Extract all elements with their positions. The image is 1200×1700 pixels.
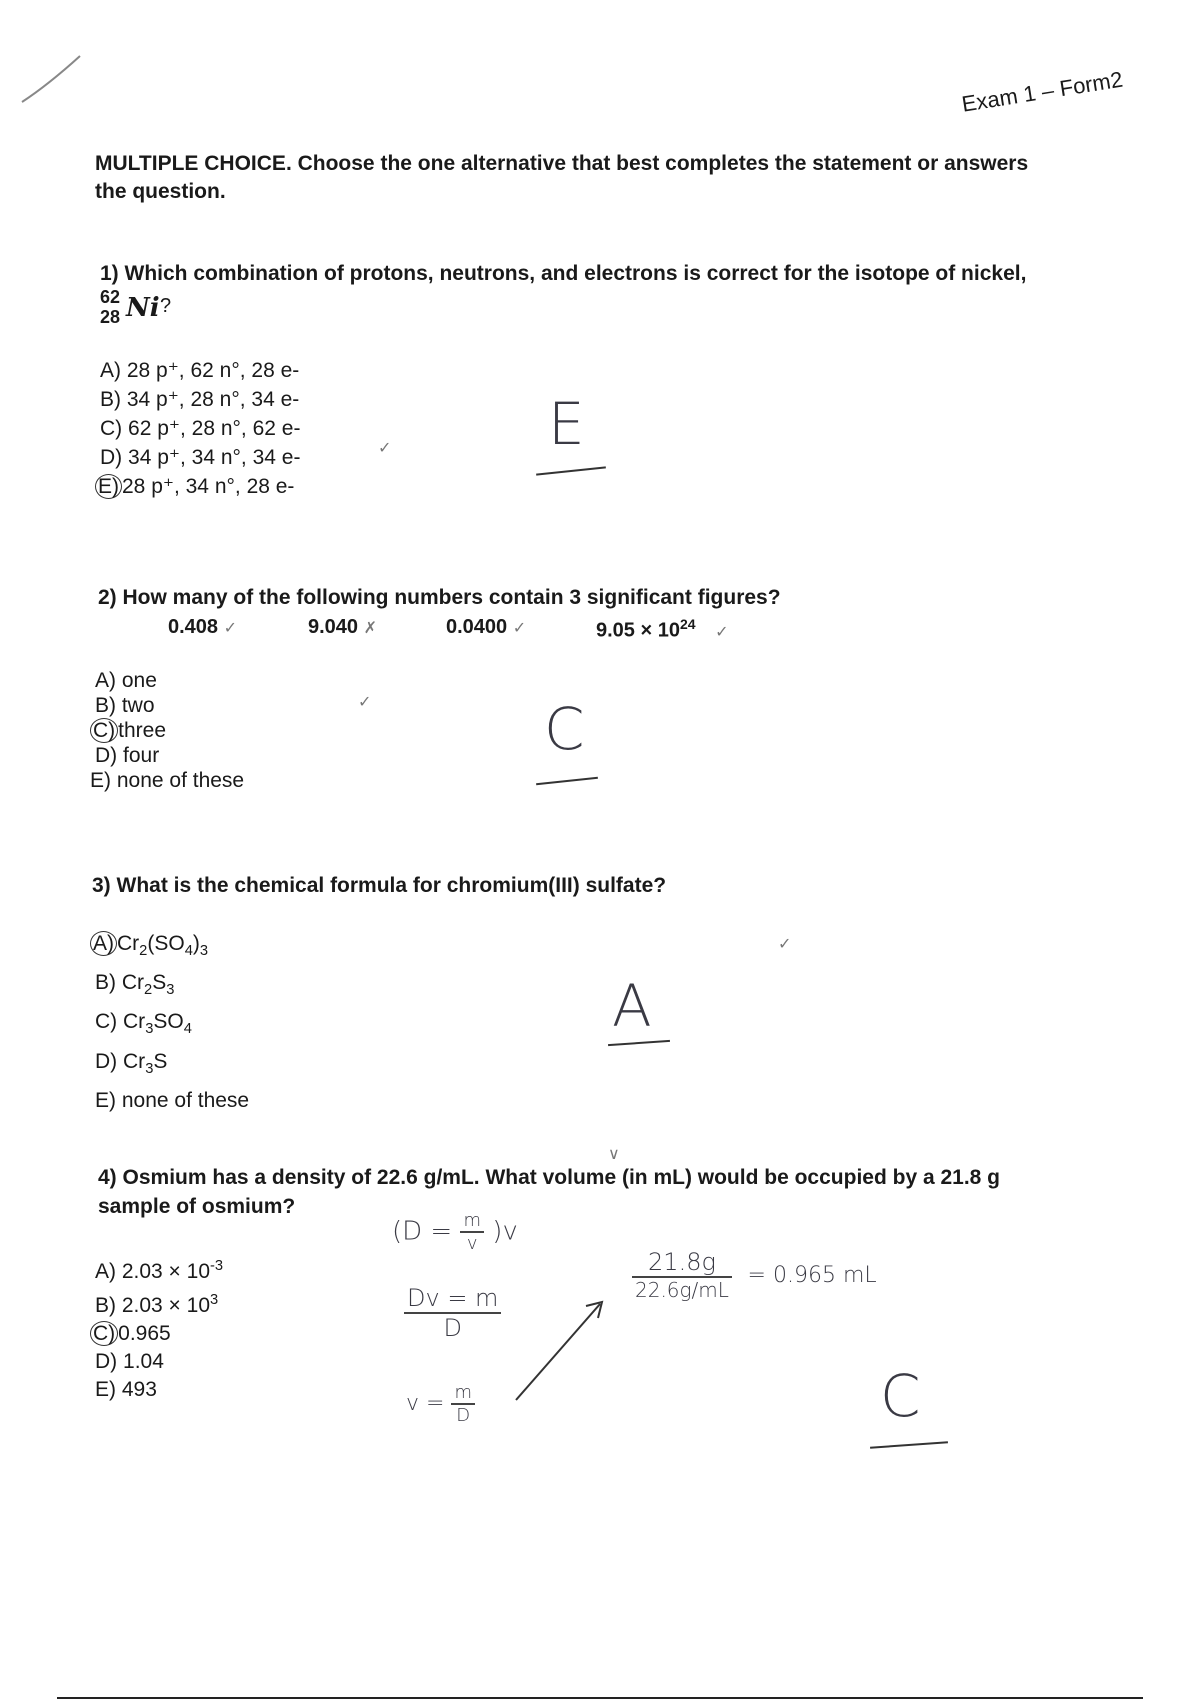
check-mark-icon: ✓ [358,694,372,711]
choice-text: 28 p⁺, 34 n°, 28 e- [122,475,295,498]
choice-letter: A) [95,1260,116,1283]
answer-underline [536,466,606,475]
choice-2e[interactable] [90,768,244,793]
check-mark-icon: ✓ [715,623,729,641]
choice-letter: D) [100,446,123,469]
calc-result: = 0.965 mL [747,1262,877,1288]
choice-text: 2.03 × 10 [121,1260,211,1283]
choice-letter: B) [100,388,121,411]
fraction [632,1248,732,1302]
choice-3e[interactable] [95,1085,249,1117]
number-value: 0.0400 [446,616,508,638]
choice-4d[interactable] [95,1348,223,1376]
isotope-atomic-number: 28 [100,307,121,327]
choice-4a[interactable] [95,1252,223,1286]
numerator: m [460,1210,484,1233]
numerator: m [451,1382,475,1405]
choice-1c[interactable] [100,414,300,443]
number-value: 9.040 [308,616,359,638]
sig-fig-numbers [168,616,788,646]
choice-letter: C) [95,1010,118,1034]
circled-choice-letter: A) [90,931,117,956]
denominator: v [466,1233,478,1254]
choice-letter: D) [95,1350,118,1373]
circled-choice-letter: C) [90,1321,118,1346]
number-value: 0.408 [168,616,219,638]
choice-letter: C) [100,417,123,440]
question-4-prompt-line-1: 4) Osmium has a density of 22.6 g/mL. What volume (in mL) would be occupied by a 21.8 g [98,1166,1001,1189]
fraction [451,1382,475,1426]
handwritten-answer-4: C [880,1362,921,1430]
choice-text: one [121,669,157,692]
exponent: 3 [210,1292,219,1308]
exponent: 24 [679,616,696,632]
check-mark-icon: ✓ [512,620,527,637]
choice-text: 493 [121,1378,157,1401]
choice-text: none of these [121,1088,250,1112]
choice-2b[interactable] [95,693,244,718]
choice-3a[interactable] [95,928,249,967]
formula-rhs: )v [492,1216,518,1247]
numerator: Dv = m [404,1284,501,1314]
question-1-choices [100,356,300,501]
choice-text: two [121,694,155,717]
bottom-rule [57,1697,1143,1699]
x-mark-icon: ✗ [363,620,378,637]
formula-lhs: (D = [392,1216,453,1247]
question-3-choices [95,928,249,1117]
choice-text: 62 p⁺, 28 n°, 62 e- [128,417,301,440]
handwritten-answer-2: C [544,695,585,763]
choice-letter: E) [90,769,111,792]
handwritten-answer-1: E [548,390,585,458]
numerator: 21.8g [632,1248,732,1278]
choice-text: none of these [116,769,245,792]
work-step-3 [406,1382,475,1426]
choice-letter: D) [95,1049,118,1073]
formula-cr2s3: $Cr_2S_3$ [121,971,175,999]
answer-underline [608,1040,670,1046]
denominator: D [456,1405,471,1426]
choice-text: 34 p⁺, 34 n°, 34 e- [128,446,301,469]
number-item [308,616,377,639]
formula-cr3s: $Cr_3S$ [123,1049,168,1077]
choice-3b[interactable] [95,967,249,1006]
question-2-choices [90,668,245,793]
choice-text: three [118,719,167,742]
denominator: 22.6g/mL [635,1278,729,1302]
number-item [596,616,729,643]
number-value: 9.05 × 10 [596,619,680,642]
answer-underline [536,777,598,785]
choice-letter: E) [95,1378,116,1401]
formula-cr2so43: $Cr_2(SO_4)_3$ [117,932,209,960]
choice-text: four [123,744,160,767]
answer-underline [870,1441,948,1448]
choice-letter: B) [95,971,116,995]
choice-1b[interactable] [100,385,300,414]
choice-2c[interactable] [95,718,244,743]
choice-letter: B) [95,1294,116,1317]
check-mark-icon: ✓ [223,620,238,637]
work-density-formula [392,1210,518,1254]
work-step-2 [404,1284,501,1342]
isotope-mass-number: 62 [100,287,121,307]
isotope-symbol: Ni [126,293,160,323]
exam-form-label: Exam 1 – Form2 [960,66,1125,117]
question-4-choices [95,1252,223,1404]
choice-4e[interactable] [95,1376,223,1404]
choice-3d[interactable] [95,1046,249,1085]
choice-text: 1.04 [123,1350,164,1373]
choice-text: 34 p⁺, 28 n°, 34 e- [126,388,300,411]
choice-2a[interactable] [95,668,244,693]
number-item [446,616,526,639]
check-mark-icon: ✓ [778,936,792,953]
choice-4c[interactable] [95,1320,223,1348]
choice-letter: A) [100,359,121,382]
isotope-notation [100,287,190,327]
question-4-prompt-line-2: sample of osmium? [98,1195,296,1218]
instructions: MULTIPLE CHOICE. Choose the one alternative that best completes the statement or answers the question. [95,152,1029,203]
check-mark-icon: ✓ [378,440,392,457]
choice-1e[interactable] [100,472,300,501]
isotope-question-mark: ? [160,295,172,317]
choice-2d[interactable] [95,743,244,768]
fraction [460,1210,484,1254]
choice-4b[interactable] [95,1286,223,1320]
choice-letter: B) [95,694,116,717]
question-2-prompt: 2) How many of the following numbers contain 3 significant figures? [98,586,781,609]
work-arrow-icon [510,1296,610,1406]
choice-3c[interactable] [95,1006,249,1045]
choice-text: 2.03 × 10 [121,1294,211,1317]
handwritten-answer-3: A [612,972,652,1040]
number-item [168,616,237,639]
choice-letter: E) [95,1088,116,1112]
choice-1a[interactable] [100,356,300,385]
work-calculation [632,1248,877,1302]
denominator: D [443,1314,462,1342]
choice-text: 28 p⁺, 62 n°, 28 e- [126,359,300,382]
question-1-prompt: 1) Which combination of protons, neutrons, and electrons is correct for the isotope of nickel, [100,262,1027,285]
circled-choice-letter: C) [90,718,118,743]
choice-1d[interactable] [100,443,300,472]
choice-text: 0.965 [118,1322,171,1345]
choice-letter: A) [95,669,116,692]
exponent: -3 [210,1258,224,1274]
fraction [404,1284,501,1342]
check-mark-icon: ∨ [608,1146,620,1163]
question-3-prompt: 3) What is the chemical formula for chromium(III) sulfate? [92,874,667,897]
circled-choice-letter: E) [95,474,122,499]
choice-letter: D) [95,744,118,767]
pen-stroke-mark [18,50,88,110]
formula-cr3so4: $Cr_3SO_4$ [123,1010,192,1038]
formula-lhs: v = [406,1391,445,1416]
